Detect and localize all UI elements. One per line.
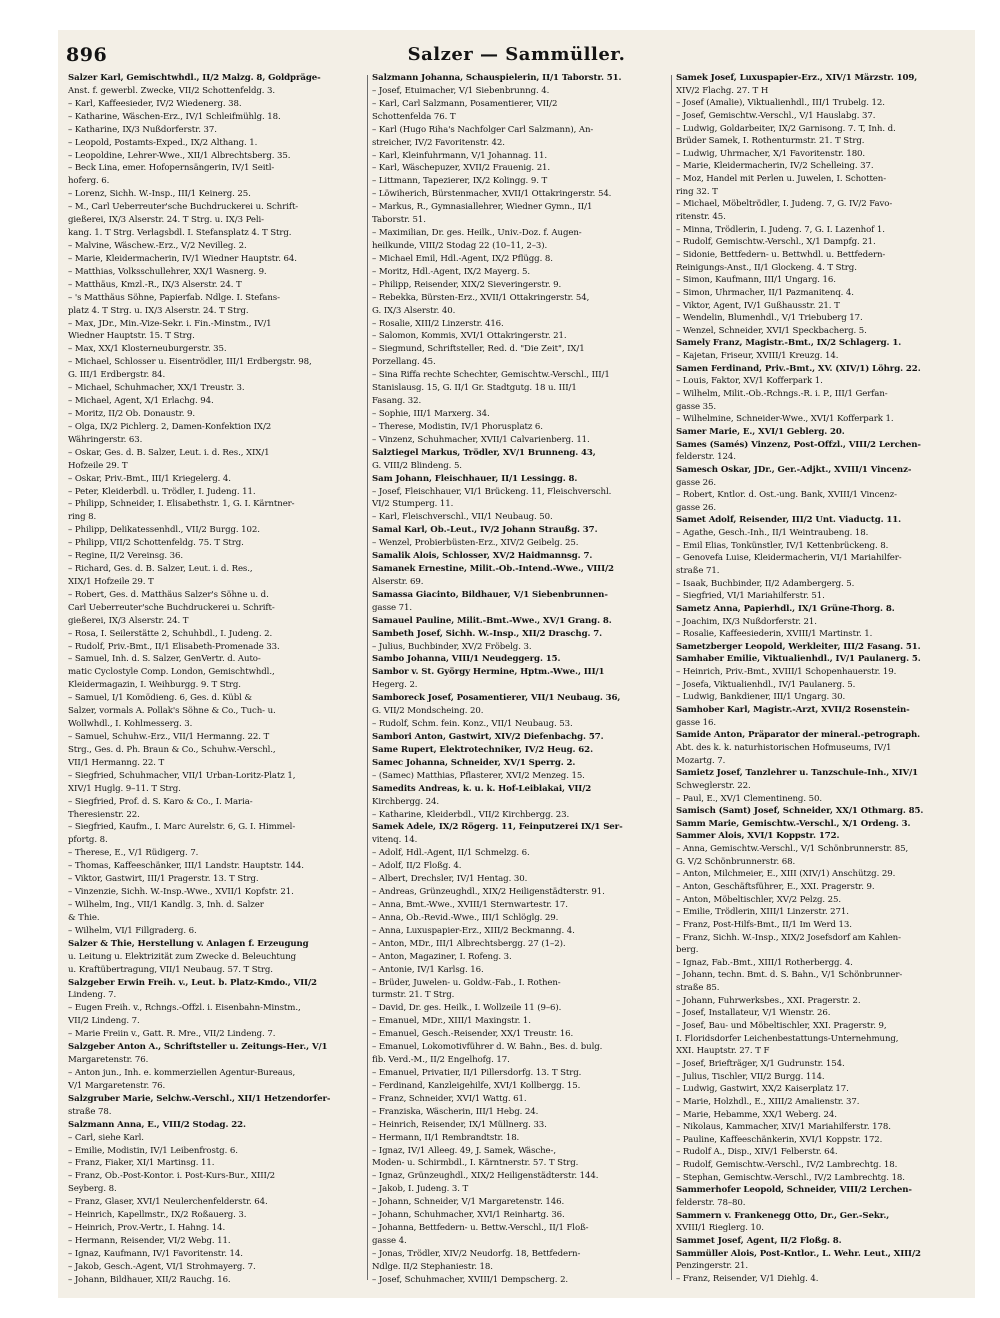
entry-line: – Rudolf, Gemischtw.-Verschl., IV/2 Lambrechtg. 18. [676,1160,898,1171]
entry-line: Carl Ueberreuter'sche Buchdruckerei u. Schrift- [68,602,275,613]
entry-line: – Wilhelm, Milit.-Ob.-Rchngs.-R. i. P., III/1 Gerfan- [676,389,888,400]
entry-line: – Emil Elias, Tonkünstler, IV/1 Kettenbrückeng. 8. [676,540,889,551]
entry-line: – Marie, Kleidermacherin, IV/1 Wiedner Hauptstr. 64. [68,253,297,264]
entry-line: – Wilhelm, VI/1 Fillgraderg. 6. [68,925,197,936]
entry-heading-line: Samec Johanna, Schneider, XV/1 Sperrg. 2. [372,757,576,768]
entry-line: – Beck Lina, emer. Hofopernsängerin, IV/1 Seitl- [68,163,275,174]
entry-line: – Siegfried, Schuhmacher, VII/1 Urban-Loritz-Platz 1, [68,770,296,781]
entry-line: – Johann, Schneider, V/1 Margaretenstr. 146. [372,1197,565,1208]
entry-heading-line: Sam Johann, Fleischhauer, II/1 Lessingg. 8. [372,473,578,484]
entry-line: – Anton, Magaziner, I. Rofeng. 3. [372,951,512,962]
entry-line: – Robert, Ges. d. Matthäus Salzer's Söhne u. d. [68,589,269,600]
entry-line: gasse 35. [676,401,717,412]
entry-line: – Anton, MDr., III/1 Albrechtsbergg. 27 (1–2). [372,938,566,949]
entry-line: pfortg. 8. [68,835,108,846]
entry-line: – Rosa, I. Seilerstätte 2, Schuhbdl., I. Judeng. 2. [68,628,273,639]
entry-line: kang. 1. T Strg. Verlagsbdl. I. Stefansplatz 4. T Strg. [68,228,292,239]
entry-line: – Johann, Fuhrwerksbes., XXI. Pragerstr. 2. [676,995,861,1006]
entry-heading-line: Salzgeber Anton A., Schriftsteller u. Zeitungs-Her., V/1 [68,1042,328,1053]
entry-heading-line: Samide Anton, Präparator der mineral.-petrograph. [676,730,921,741]
entry-line: XIV/2 Flachg. 27. T H [676,85,769,96]
entry-line: – Siegfried, Kaufm., I. Marc Aurelstr. 6, G. I. Himmel- [68,822,296,833]
entry-line: – Oskar, Ges. d. B. Salzer, Leut. i. d. Res., XIX/1 [68,447,270,458]
entry-line: u. Kraftübertragung, VII/1 Neubaug. 57. T Strg. [68,964,273,975]
entry-line: – Leopold, Postamts-Exped., IX/2 Althang. 1. [68,137,258,148]
entry-heading-line: Samal Karl, Ob.-Leut., IV/2 Johann Straußg. 37. [372,525,598,536]
entry-line: Schweglerstr. 22. [676,780,751,791]
entry-line: – Wilhelmine, Schneider-Wwe., XVI/1 Kofferpark 1. [676,414,894,425]
entry-heading-line: Samet Adolf, Reisender, III/2 Unt. Viaductg. 11. [676,515,902,526]
entry-line: – Thomas, Kaffeeschänker, III/1 Landstr. Hauptstr. 144. [68,861,304,872]
entry-line: turmstr. 21. T Strg. [372,990,455,1001]
entry-line: – Wendelin, Blumenhdl., V/1 Triebuberg 17. [676,313,863,324]
entry-line: – Ludwig, Uhrmacher, X/1 Favoritenstr. 180. [676,148,866,159]
entry-line: Anst. f. gewerbl. Zwecke, VII/2 Schottenfeldg. 3. [68,85,276,96]
entry-line: – Samuel, I/1 Komödieng. 6, Ges. d. Kübl & [68,693,252,704]
entry-line: – Adolf, II/2 Floßg. 4. [372,861,462,872]
entry-line: – Jonas, Trödler, XIV/2 Neudorfg. 18, Bettfedern- [372,1248,581,1259]
entry-line: – Philipp, Reisender, XIX/2 Sieveringerstr. 9. [372,279,562,290]
column-divider [367,75,368,1280]
entry-line: Penzingerstr. 21. [676,1261,748,1272]
entry-line: – Salomon, Kommis, XVI/1 Ottakringerstr. 21. [372,331,567,342]
entry-line: – Josef, Schuhmacher, XVIII/1 Dempscherg. 2. [372,1274,569,1285]
entry-line: – Siegfried, VI/1 Mariahilferstr. 51. [676,591,825,602]
entry-line: – Philipp, Schneider, I. Elisabethstr. 1, G. I. Kärntner- [68,499,295,510]
entry-line: Hegerg. 2. [372,680,418,691]
entry-heading-line: Samesch Oskar, JDr., Ger.-Adjkt., XVIII/1 Vincenz- [676,464,912,475]
entry-line: – Karl, Fleischverschl., VII/1 Neubaug. 50. [372,512,553,523]
directory-columns [68,73,968,1287]
entry-heading-line: Samen Ferdinand, Priv.-Bmt., XV. (XIV/1) Löhrg. 22. [676,363,921,374]
entry-heading-line: Salzmann Johanna, Schauspielerin, II/1 Taborstr. 51. [372,73,622,83]
entry-line: – Josef, Fleischhauer, VI/1 Brückeng. 11, Fleischverschl. [372,486,612,497]
entry-line: Stanislausg. 15, G. II/1 Gr. Stadtgutg. 18 u. III/1 [372,383,577,394]
entry-line: – Karl, Kaffeesieder, IV/2 Wiedenerg. 38. [68,98,242,109]
entry-heading-line: Salzgruber Marie, Selchw.-Verschl., XII/1 Hetzendorfer- [68,1093,331,1104]
entry-line: – Ignaz, IV/1 Alleeg. 49, J. Samek, Wäsche-, [372,1145,556,1156]
entry-line: – Franz, Glaser, XVI/1 Neulerchenfelderstr. 64. [68,1197,268,1208]
entry-line: – Andreas, Grünzeughdl., XIX/2 Heiligenstädterstr. 91. [372,887,605,898]
entry-line: – Siegfried, Prof. d. S. Karo & Co., I. Maria- [68,796,253,807]
entry-line: – Michael, Schlosser u. Eisentrödler, III/1 Erdbergstr. 98, [68,357,312,368]
entry-line: – Sophie, III/1 Marxerg. 34. [372,408,490,419]
entry-line: – Viktor, Gastwirt, III/1 Pragerstr. 13. T Strg. [68,874,259,885]
entry-line: – Eugen Freih. v., Rchngs.-Offzl. i. Eisenbahn-Minstm., [68,1003,301,1014]
entry-line: Salzer, vormals A. Pollak's Söhne & Co., Tuch- u. [68,706,276,717]
entry-line: Theresienstr. 22. [68,809,140,820]
entry-line: – Josef, Gemischtw.-Verschl., V/1 Hauslabg. 37. [676,110,876,121]
entry-line: – Robert, Kntlor. d. Öst.-ung. Bank, XVIII/1 Vincenz- [676,490,897,501]
entry-line: – 's Matthäus Söhne, Papierfab. Ndlge. I. Stefans- [68,292,280,303]
entry-line: – Michael, Agent, X/1 Erlachg. 94. [68,396,214,407]
entry-line: straße 71. [676,565,720,576]
entry-line: – Anna, Gemischtw.-Verschl., V/1 Schönbrunnerstr. 85, [676,844,909,855]
entry-heading-line: Samalik Alois, Schlosser, XV/2 Haidmannsg. 7. [372,551,593,562]
entry-line: Strg., Ges. d. Ph. Braun & Co., Schuhw.-Verschl., [68,744,276,755]
entry-line: – Nikolaus, Kammacher, XIV/1 Mariahilferstr. 178. [676,1122,891,1133]
entry-line: – Emanuel, Gesch.-Reisender, XX/1 Treustr. 16. [372,1029,574,1040]
entry-heading-line: Samanek Ernestine, Milit.-Ob.-Intend.-Wwe., VIII/2 [372,564,614,575]
entry-line: – Therese, Modistin, IV/1 Phorusplatz 6. [372,421,543,432]
entry-line: – Julius, Tischler, VII/2 Burgg. 114. [676,1071,825,1082]
entry-line: – Stephan, Gemischtw.-Verschl., IV/2 Lambrechtg. 18. [676,1172,905,1183]
entry-line: fib. Verd.-M., II/2 Engelhofg. 17. [372,1055,510,1066]
entry-line: – Vinzenzie, Sichh. W.-Insp.-Wwe., XVII/1 Kopfstr. 21. [68,887,294,898]
entry-line: Alserstr. 69. [372,576,424,587]
entry-line: – Siegmund, Schriftsteller, Red. d. "Die Zeit", IX/1 [372,344,585,355]
entry-line: – Hermann, II/1 Rembrandtstr. 18. [372,1132,520,1143]
entry-line: – Richard, Ges. d. B. Salzer, Leut. i. d. Res., [68,564,253,575]
entry-line: – Katharine, Kleiderbdl., VII/2 Kirchbergg. 23. [372,809,570,820]
entry-line: VII/2 Lindeng. 7. [68,1016,140,1027]
entry-line: – Simon, Kaufmann, III/1 Ungarg. 16. [676,275,836,286]
entry-line: straße 85. [676,983,720,994]
entry-line: – Philipp, Delikatessenhdl., VII/2 Burgg. 102. [68,525,260,536]
entry-line: – Ludwig, Goldarbeiter, IX/2 Garnisong. 7. T, Inh. d. [676,123,896,134]
entry-heading-line: Samhaber Emilie, Viktualienhdl., IV/1 Paulanerg. 5. [676,654,921,665]
entry-line: Wollwhdl., I. Kohlmesserg. 3. [68,719,193,730]
entry-line: – Marie, Kleidermacherin, IV/2 Schelleing. 37. [676,161,874,172]
entry-heading-line: Samassa Giacinto, Bildhauer, V/1 Siebenbrunnen- [372,589,608,600]
entry-line: – Sina Riffa rechte Schechter, Gemischtw.-Verschl., III/1 [372,370,610,381]
entry-heading-line: Salztiegel Markus, Trödler, XV/1 Brunneng. 43, [372,447,596,458]
page-header [58,44,975,70]
entry-line: – Franz, Sichh. W.-Insp., XIX/2 Josefsdorf am Kahlen- [676,932,901,943]
entry-line: – Isaak, Buchbinder, II/2 Adambergerg. 5. [676,578,855,589]
entry-line: gießerei, IX/3 Alserstr. 24. T Strg. u. IX/3 Peli- [68,215,264,226]
entry-line: – Karl (Hugo Riha's Nachfolger Carl Salzmann), An- [372,124,594,135]
entry-line: heilkunde, VIII/2 Stodag 22 (10–11, 2–3). [372,240,548,251]
entry-line: Schottenfelda 76. T [372,111,456,122]
entry-line: – Jakob, I. Judeng. 3. T [372,1184,469,1195]
entry-line: – Sidonie, Bettfedern- u. Bettwhdl. u. Bettfedern- [676,249,886,260]
entry-line: – Therese, E., V/1 Rüdigerg. 7. [68,848,199,859]
entry-line: – Olga, IX/2 Pichlerg. 2, Damen-Konfektion IX/2 [68,421,272,432]
entry-heading-line: Same Rupert, Elektrotechniker, IV/2 Heug. 62. [372,744,593,755]
entry-line: G. IX/3 Alserstr. 40. [372,305,456,316]
entry-line: – Matthäus, Kmzl.-R., IX/3 Alserstr. 24. T [68,279,242,290]
entry-line: – Karl, Kleinfuhrmann, V/1 Johannag. 11. [372,150,547,161]
entry-line: – Ignaz, Fab.-Bmt., XIII/1 Rotherbergg. 4. [676,957,853,968]
entry-line: – Carl, siehe Karl. [68,1132,144,1143]
entry-heading-line: Sambori Anton, Gastwirt, XIV/2 Diefenbachg. 57. [372,732,604,743]
entry-line: – Michael, Schuhmacher, XX/1 Treustr. 3. [68,383,245,394]
entry-line: Währingerstr. 63. [68,434,143,445]
entry-line: G. V/2 Schönbrunnerstr. 68. [676,856,796,867]
entry-line: VII/1 Hermanng. 22. T [68,757,165,768]
entry-line: – Johann, techn. Bmt. d. S. Bahn., V/1 Schönbrunner- [676,970,903,981]
entry-line: – Moritz, Hdl.-Agent, IX/2 Mayerg. 5. [372,266,530,277]
entry-heading-line: Sametz Anna, Papierhdl., IX/1 Grüne-Thorg. 8. [676,603,895,614]
entry-line: – Franz, Reisender, V/1 Diehlg. 4. [676,1273,819,1284]
entry-line: V/1 Margaretenstr. 76. [68,1080,166,1091]
entry-line: XIV/1 Huglg. 9–11. T Strg. [68,783,181,794]
entry-line: – Simon, Uhrmacher, II/1 Pazmanitenq. 4. [676,287,854,298]
entry-line: – Anna, Luxuspapier-Erz., XIII/2 Beckmanng. 4. [372,925,575,936]
entry-line: – Minna, Trödlerin, I. Judeng. 7, G. I. Lazenhof 1. [676,224,885,235]
entry-line: – Marie, Hebamme, XX/1 Weberg. 24. [676,1109,837,1120]
column-divider [671,75,672,1280]
column-2 [372,73,664,1287]
entry-heading-line: Samek Adele, IX/2 Rögerg. 11, Feinputzerei IX/1 Ser- [372,822,623,833]
entry-heading-line: Salzgeber Erwin Freih. v., Leut. b. Platz-Kmdo., VII/2 [68,977,317,988]
entry-line: – Franz, Schneider, XVI/1 Wattg. 61. [372,1093,527,1104]
entry-line: – Ignaz, Grünzeughdl., XIX/2 Heiligenstädterstr. 144. [372,1171,599,1182]
entry-line: – Pauline, Kaffeeschänkerin, XVI/1 Koppstr. 172. [676,1134,883,1145]
entry-line: – Johann, Schuhmacher, XVI/1 Reinhartg. 36. [372,1210,565,1221]
entry-line: – Samuel, Inh. d. S. Salzer, GenVertr. d. Auto- [68,654,261,665]
entry-line: – Johanna, Bettfedern- u. Bettw.-Verschl., II/1 Floß- [372,1223,589,1234]
entry-line: – Katharine, Wäschen-Erz., IV/1 Schleifmühlg. 18. [68,111,281,122]
entry-line: – Antonie, IV/1 Karlsg. 16. [372,964,484,975]
entry-line: Kirchbergg. 24. [372,796,439,807]
entry-line: berg. [676,945,699,956]
entry-heading-line: Salzer & Thie, Herstellung v. Anlagen f. Erzeugung [68,938,309,949]
entry-line: – Ludwig, Gastwirt, XX/2 Kaiserplatz 17. [676,1084,849,1095]
entry-heading-line: Sammet Josef, Agent, II/2 Floßg. 8. [676,1235,842,1246]
entry-line: Reinigungs-Anst., II/1 Glockeng. 4. T Strg. [676,262,857,273]
directory-page [58,30,975,1298]
entry-line: – Moritz, II/2 Ob. Donaustr. 9. [68,408,196,419]
entry-line: – Wenzel, Probierbüsten-Erz., XIV/2 Geibelg. 25. [372,538,579,549]
entry-line: Brüder Samek, I. Rothenturmstr. 21. T Strg. [676,136,865,147]
entry-line: – Regine, II/2 Vereinsg. 36. [68,551,184,562]
entry-heading-line: Samboreck Josef, Posamentierer, VII/1 Neubaug. 36, [372,693,621,704]
entry-line: Kleidermagazin, I. Weihburgg. 9. T Strg. [68,680,241,691]
entry-line: – Michael Emil, Hdl.-Agent, IX/2 Pflügg. 8. [372,253,553,264]
entry-line: – Anton jun., Inh. e. kommerziellen Agentur-Bureaus, [68,1067,296,1078]
entry-line: – Franz, Post-Hilfs-Bmt., II/1 Im Werd 13. [676,919,852,930]
entry-line: XVIII/1 Rieglerg. 10. [676,1223,764,1234]
entry-heading-line: Samm Marie, Gemischtw.-Verschl., X/1 Ordeng. 3. [676,818,911,829]
entry-line: – Josefa, Viktualienhdl., IV/1 Paulanerg. 5. [676,679,856,690]
entry-line: XIX/1 Hofzeile 29. T [68,576,154,587]
entry-line: streicher, IV/2 Favoritenstr. 42. [372,137,505,148]
entry-line: – Anton, Geschäftsführer, E., XXI. Pragerstr. 9. [676,882,875,892]
entry-line: – Anton, Milchmeier, E., XIII (XIV/1) Anschützg. 29. [676,869,896,880]
entry-line: – Matthias, Volksschullehrer, XX/1 Wasnerg. 9. [68,266,267,277]
entry-line: – Viktor, Agent, IV/1 Gußhausstr. 21. T [676,300,840,311]
entry-line: VI/2 Stumperg. 11. [372,499,454,510]
entry-line: – Genovefa Luise, Kleidermacherin, VI/1 Mariahilfer- [676,553,902,564]
entry-line: – Samuel, Schuhw.-Erz., VII/1 Hermanng. 22. T [68,732,270,743]
entry-line: Wiedner Hauptstr. 15. T Strg. [68,331,195,342]
entry-line: – Katharine, IX/3 Nußdorferstr. 37. [68,124,217,135]
entry-line: – Marie Freiin v., Gatt. R. Mre., VII/2 Lindeng. 7. [68,1029,276,1040]
entry-line: gasse 26. [676,477,717,488]
entry-line: – Karl, Wäschepuzer, XVII/2 Frauenig. 21. [372,163,551,174]
entry-line: – Franziska, Wäscherin, III/1 Hebg. 24. [372,1106,539,1117]
entry-line: – Hermann, Reisender, VI/2 Webg. 11. [68,1235,231,1246]
column-3 [676,73,968,1287]
entry-line: felderstr. 78–80. [676,1198,746,1209]
entry-heading-line: Samisch (Samt) Josef, Schneider, XX/1 Othmarg. 85. [676,806,924,817]
entry-line: – Emanuel, MDr., XIII/1 Maxingstr. 1. [372,1016,531,1027]
entry-line: – Heinrich, Kapellmstr., IX/2 Roßauerg. 3. [68,1210,247,1221]
entry-line: – Rudolf, Priv.-Bmt., II/1 Elisabeth-Promenade 33. [68,641,280,652]
entry-line: – Heinrich, Prov.-Vertr., I. Hahng. 14. [68,1223,226,1234]
entry-line: Margaretenstr. 76. [68,1055,149,1066]
entry-line: – Rudolf A., Disp., XIV/1 Felberstr. 64. [676,1147,838,1158]
entry-heading-line: Sambeth Josef, Sichh. W.-Insp., XII/2 Draschg. 7. [372,628,603,639]
entry-line: Hofzeile 29. T [68,460,128,471]
entry-line: Fasang. 32. [372,396,422,407]
entry-line: – Rebekka, Bürsten-Erz., XVII/1 Ottakringerstr. 54, [372,292,590,303]
entry-line: G. VII/2 Mondscheing. 20. [372,706,484,717]
entry-line: & Thie. [68,912,100,923]
entry-line: Moden- u. Schirmbdl., I. Kärntnerstr. 57. T Strg. [372,1158,579,1169]
entry-line: – Franz, Fiaker, XI/1 Martinsg. 11. [68,1158,215,1169]
entry-line: Taborstr. 51. [372,215,426,226]
entry-line: hoferg. 6. [68,176,110,187]
entry-line: – Vinzenz, Schuhmacher, XVII/1 Calvarienberg. 11. [372,434,590,445]
entry-heading-line: Samhober Karl, Magistr.-Arzt, XVII/2 Rosenstein- [676,705,910,716]
entry-line: – Anton, Möbeltischler, XV/2 Pelzg. 25. [676,894,842,905]
entry-line: gasse 4. [372,1235,407,1246]
entry-line: – Max, XX/1 Klosterneuburgerstr. 35. [68,344,227,355]
entry-line: Seyberg. 8. [68,1184,117,1195]
entry-line: Mozartg. 7. [676,755,726,766]
entry-line: – Emilie, Modistin, IV/1 Leibenfrostg. 6. [68,1145,238,1156]
entry-line: – Wenzel, Schneider, XVI/1 Speckbacherg. 5. [676,325,867,336]
entry-line: gießerei, IX/3 Alserstr. 24. T [68,615,189,626]
entry-heading-line: Samek Josef, Luxuspapier-Erz., XIV/1 Märzstr. 109, [676,73,918,83]
entry-heading-line: Samedits Andreas, k. u. k. Hof-Leiblakai, VII/2 [372,783,592,794]
entry-line: – Lorenz, Sichh. W.-Insp., III/1 Keinerg. 25. [68,189,251,200]
entry-line: u. Leitung u. Elektrizität zum Zwecke d. Beleuchtung [68,951,297,962]
entry-line: XXI. Hauptstr. 27. T F [676,1046,770,1057]
entry-line: – Louis, Faktor, XV/1 Kofferpark 1. [676,376,823,387]
entry-line: platz 4. T Strg. u. IX/3 Alserstr. 24. T Strg. [68,305,249,316]
entry-line: – Josef, Briefträger, X/1 Gudrunstr. 154. [676,1058,845,1069]
entry-heading-line: Sammer Alois, XVI/1 Koppstr. 172. [676,831,840,842]
entry-line: – Josef, Installateur, V/1 Wienstr. 26. [676,1008,831,1019]
entry-line: – Peter, Kleiderbdl. u. Trödler, I. Judeng. 11. [68,486,256,497]
entry-line: – Ludwig, Bankdiener, III/1 Ungarg. 30. [676,692,846,703]
entry-line: – Josef (Amalie), Viktualienhdl., III/1 Trubelg. 12. [676,98,885,109]
entry-heading-line: Samer Marie, E., XVI/1 Geblerg. 20. [676,426,845,437]
entry-line: – Leopoldine, Lehrer-Wwe., XII/1 Albrechtsberg. 35. [68,150,291,161]
entry-line: – Rudolf, Gemischtw.-Verschl., X/1 Dampfg. 21. [676,237,876,248]
entry-line: – Anna, Ob.-Revid.-Wwe., III/1 Schlöglg. 29. [372,912,559,923]
entry-line: – Emanuel, Lokomotivführer d. W. Bahn., Bes. d. bulg. [372,1042,603,1053]
entry-line: – Karl, Carl Salzmann, Posamentierer, VII/2 [372,98,558,109]
entry-heading-line: Sammüller Alois, Post-Kntlor., L. Wehr. Leut., XIII/2 [676,1248,921,1259]
entry-line: – Rosalie, XIII/2 Linzerstr. 416. [372,318,504,329]
entry-line: – Emilie, Trödlerin, XIII/1 Linzerstr. 271. [676,907,849,918]
entry-line: – Anna, Bmt.-Wwe., XVIII/1 Sternwartestr. 17. [372,900,568,910]
entry-line: I. Floridsdorfer Leichenbestattungs-Unternehmung, [676,1033,899,1044]
entry-line: – Michael, Möbeltrödler, I. Judeng. 7, G. IV/2 Favo- [676,199,893,210]
entry-line: G. III/1 Erdbergstr. 84. [68,370,166,381]
entry-line: – David, Dr. ges. Heilk., I. Wollzeile 11 (9–6). [372,1003,562,1014]
entry-heading-line: Sametzberger Leopold, Werkleiter, III/2 Fasang. 51. [676,641,921,652]
entry-heading-line: Samauel Pauline, Milit.-Bmt.-Wwe., XV/1 Grang. 8. [372,615,612,626]
entry-line: gasse 26. [676,502,717,513]
entry-line: – Löwiherich, Bürstenmacher, XVII/1 Ottakringerstr. 54. [372,189,612,200]
entry-line: – Heinrich, Reisender, IX/1 Müllnerg. 33. [372,1119,547,1130]
entry-line: vitenq. 14. [372,835,418,846]
entry-line: – Wilhelm, Ing., VII/1 Kandlg. 3, Inh. d. Salzer [68,900,264,910]
entry-heading-line: Sambor v. St. György Hermine, Hptm.-Wwe., III/1 [372,667,605,678]
entry-line: – Ferdinand, Kanzleigehilfe, XVI/1 Kollbergg. 15. [372,1080,581,1091]
entry-line: – Ignaz, Kaufmann, IV/1 Favoritenstr. 14. [68,1248,243,1259]
entry-line: gasse 71. [372,602,413,613]
entry-line: – Emanuel, Privatier, II/1 Pillersdorfg. 13. T Strg. [372,1067,582,1078]
entry-line: – Malvine, Wäschew.-Erz., V/2 Nevilleg. 2. [68,240,247,251]
entry-line: gasse 16. [676,717,717,728]
entry-line: – Franz, Ob.-Post-Kontor. i. Post-Kurs-Bur., XIII/2 [68,1171,276,1182]
entry-line: ritenstr. 45. [676,212,726,223]
entry-line: – Oskar, Priv.-Bmt., III/1 Kriegelerg. 4. [68,473,231,484]
entry-heading-line: Salzmann Anna, E., VIII/2 Stodag. 22. [68,1119,246,1130]
entry-line: – Josef, Etuimacher, V/1 Siebenbrunng. 4. [372,85,550,96]
entry-line: straße 78. [68,1106,112,1117]
column-1 [68,73,360,1287]
entry-line: – Moz, Handel mit Perlen u. Juwelen, I. Schotten- [676,174,887,185]
running-head: Salzer — Sammüller. [407,44,626,65]
entry-heading-line: Sames (Samés) Vinzenz, Post-Offzl., VIII/2 Lerchen- [676,439,921,450]
entry-line: – Littmann, Tapezierer, IX/2 Kolingg. 9. T [372,176,548,187]
entry-line: – M., Carl Ueberreuter'sche Buchdruckerei u. Schrift- [68,202,299,213]
entry-line: – Max, JDr., Min.-Vize-Sekr. i. Fin.-Minstm., IV/1 [68,318,272,329]
page-number: 896 [66,44,108,66]
entry-line: ring 8. [68,512,97,523]
entry-line: – Johann, Bildhauer, XII/2 Rauchg. 16. [68,1274,231,1285]
entry-line: – Josef, Bau- und Möbeltischler, XXI. Pragerstr. 9, [676,1021,887,1032]
entry-heading-line: Sambo Johanna, VIII/1 Neudeggerg. 15. [372,654,561,665]
entry-line: felderstr. 124. [676,452,736,463]
entry-line: ring 32. T [676,186,718,197]
entry-line: – Rudolf, Schm. fein. Konz., VII/1 Neubaug. 53. [372,719,573,730]
entry-line: – Maximilian, Dr. ges. Heilk., Univ.-Doz. f. Augen- [372,228,582,239]
entry-heading-line: Samely Franz, Magistr.-Bmt., IX/2 Schlagerg. 1. [676,338,902,349]
entry-line: matic Cyclostyle Comp. London, Gemischtwhdl., [68,667,275,678]
entry-line: – Rosalie, Kaffeesiederin, XVIII/1 Martinstr. 1. [676,629,873,640]
entry-heading-line: Sammerhofer Leopold, Schneider, VIII/2 Lerchen- [676,1185,912,1196]
entry-line: – Joachim, IX/3 Nußdorferstr. 21. [676,616,817,627]
entry-line: – Philipp, VII/2 Schottenfeldg. 75. T Strg. [68,538,244,549]
entry-line: – Agathe, Gesch.-Inh., II/1 Weintraubeng. 18. [676,528,869,539]
entry-heading-line: Samietz Josef, Tanzlehrer u. Tanzschule-Inh., XIV/1 [676,768,919,779]
entry-line: – Brüder, Juwelen- u. Goldw.-Fab., I. Rothen- [372,977,561,988]
entry-line: Porzellang. 45. [372,357,436,368]
entry-heading-line: Sammern v. Frankenegg Otto, Dr., Ger.-Sekr., [676,1210,890,1221]
entry-line: G. VIII/2 Blindeng. 5. [372,460,462,471]
entry-line: – Markus, R., Gymnasiallehrer, Wiedner Gymn., II/1 [372,202,593,213]
entry-heading-line: Salzer Karl, Gemischtwhdl., II/2 Malzg. 8, Goldpräge- [68,73,321,83]
entry-line: – Albert, Drechsler, IV/1 Hentag. 30. [372,874,528,885]
entry-line: – Marie, Holzhdl., E., XIII/2 Amalienstr. 37. [676,1096,860,1107]
entry-line: Abt. des k. k. naturhistorischen Hofmuseums, IV/1 [676,742,892,753]
entry-line: – Kajetan, Friseur, XVIII/1 Kreuzg. 14. [676,351,839,362]
entry-line: – Adolf, Hdl.-Agent, II/1 Schmelzg. 6. [372,848,530,859]
entry-line: – Paul, E., XV/1 Clementineng. 50. [676,793,822,804]
entry-line: – Jakob, Gesch.-Agent, VI/1 Strohmayerg. 7. [68,1261,256,1272]
entry-line: – Heinrich, Priv.-Bmt., XVIII/1 Schopenhauerstr. 19. [676,667,897,678]
entry-line: Lindeng. 7. [68,990,117,1001]
entry-line: – Julius, Buchbinder, XV/2 Fröbelg. 3. [372,641,532,652]
entry-line: – (Samec) Matthias, Pflasterer, XVI/2 Menzeg. 15. [372,770,585,781]
entry-line: Ndlge. II/2 Stephaniestr. 18. [372,1261,493,1272]
